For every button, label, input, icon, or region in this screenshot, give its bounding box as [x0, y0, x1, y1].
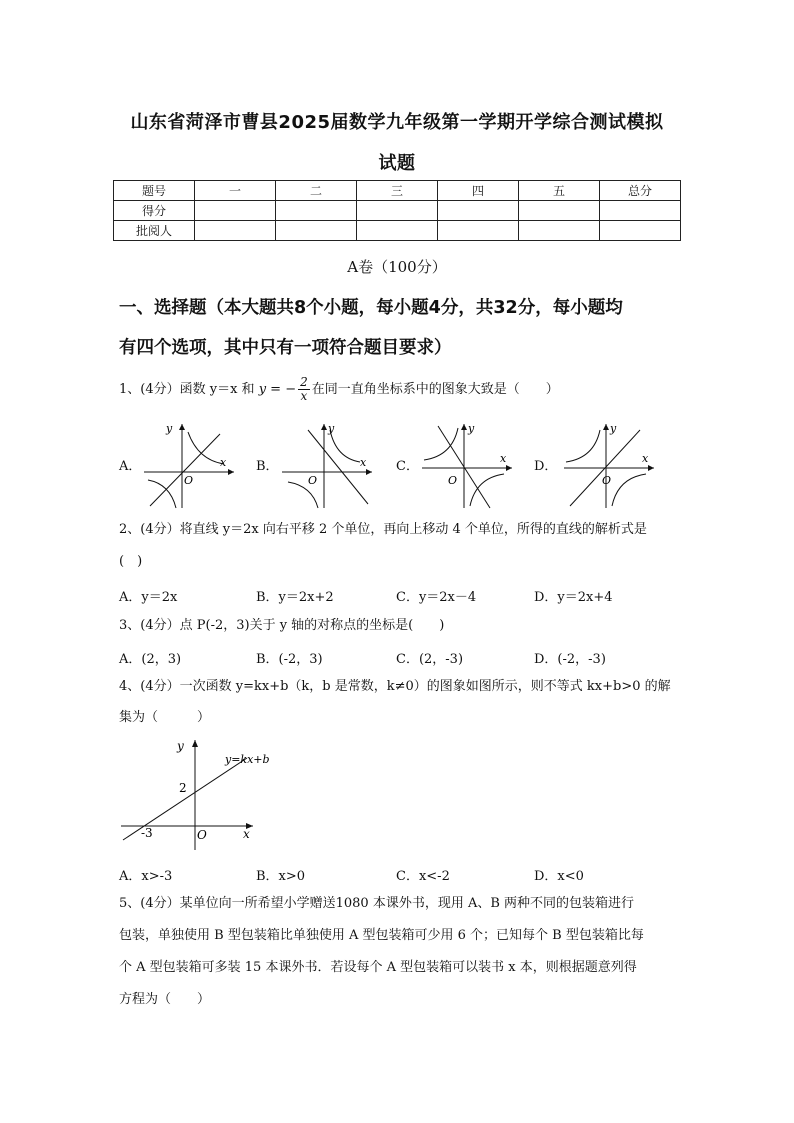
score-cell: [519, 201, 600, 221]
question-5-cont-1: 包装，单独使用 B 型包装箱比单独使用 A 型包装箱可少用 6 个；已知每个 B 型包装箱比每: [119, 928, 644, 943]
header-cell: 五: [519, 181, 600, 201]
header-cell: 四: [438, 181, 519, 201]
axis-y-label: y: [468, 422, 475, 435]
question-5-cont-2: 个 A 型包装箱可多装 15 本课外书．若设每个 A 型包装箱可以装书 x 本，则根据题意列得: [119, 960, 637, 975]
score-cell: [357, 221, 438, 241]
q4-option-a[interactable]: A．x>-3: [119, 869, 173, 884]
section-a-heading: A卷（100分）: [347, 258, 447, 276]
row-label: 得分: [114, 201, 195, 221]
q4-option-d[interactable]: D．x<0: [534, 869, 584, 884]
q3-option-d[interactable]: D．(-2，-3): [534, 652, 606, 667]
header-cell: 一: [195, 181, 276, 201]
origin-label: O: [184, 474, 194, 487]
row-label: 批阅人: [114, 221, 195, 241]
q1-option-a[interactable]: A．: [119, 459, 142, 474]
header-cell: 总分: [600, 181, 681, 201]
axis-x-label: x: [243, 827, 250, 841]
q2-option-a[interactable]: A．y＝2x: [119, 590, 178, 605]
score-cell: [357, 201, 438, 221]
q1-graph-b: [278, 420, 374, 510]
score-table: [113, 180, 681, 241]
exam-title: 山东省菏泽市曹县2025届数学九年级第一学期开学综合测试模拟: [130, 112, 664, 133]
header-cell: 题号: [114, 181, 195, 201]
question-4-cont: 集为（ ）: [119, 710, 211, 725]
header-cell: 二: [276, 181, 357, 201]
q3-option-a[interactable]: A．(2，3): [119, 652, 182, 667]
header-cell: 三: [357, 181, 438, 201]
question-5: 5、(4分）某单位向一所希望小学赠送1080 本课外书，现用 A、B 两种不同的包装箱进行: [119, 896, 635, 911]
q4-option-b[interactable]: B．x>0: [256, 869, 306, 884]
question-2: 2、(4分）将直线 y＝2x 向右平移 2 个单位，再向上移动 4 个单位，所得的直线的解析式是: [119, 522, 647, 537]
q1-graph-d: [560, 420, 656, 510]
score-row: [114, 201, 681, 221]
q3-option-b[interactable]: B．(-2，3): [256, 652, 323, 667]
section-1-title: 一、选择题（本大题共8个小题，每小题4分，共32分，每小题均: [119, 298, 623, 318]
axis-x-label: x: [360, 456, 367, 469]
q3-option-c[interactable]: C．(2，-3): [396, 652, 464, 667]
q1-prefix: 1、(4分）函数 y＝x 和: [119, 382, 259, 397]
axis-y-label: y: [610, 422, 617, 435]
question-1: [119, 374, 689, 405]
origin-label: O: [602, 474, 612, 487]
score-cell: [195, 221, 276, 241]
score-cell: [519, 221, 600, 241]
q4-option-c[interactable]: C．x<-2: [396, 869, 450, 884]
q1-fraction: [298, 376, 310, 403]
q1-option-d[interactable]: D．: [534, 459, 558, 474]
score-cell: [600, 201, 681, 221]
score-table-header-row: [114, 181, 681, 201]
score-cell: [438, 201, 519, 221]
q1-graph-a: [140, 420, 236, 510]
q4-graph: [115, 736, 275, 852]
exam-title-cont: 试题: [378, 153, 416, 174]
x-intercept-label: -3: [141, 826, 153, 840]
origin-label: O: [197, 828, 207, 842]
axis-x-label: x: [220, 456, 227, 469]
y-intercept-label: 2: [179, 781, 187, 795]
q1-option-b[interactable]: B．: [256, 459, 279, 474]
axis-x-label: x: [500, 452, 507, 465]
q1-option-c[interactable]: C．: [396, 459, 419, 474]
frac-denominator: x: [300, 389, 308, 403]
section-1-title-cont: 有四个选项，其中只有一项符合题目要求）: [119, 338, 452, 358]
question-5-cont-3: 方程为（ ）: [119, 992, 211, 1007]
score-cell: [276, 201, 357, 221]
q1-graph-c: [418, 420, 514, 510]
question-3: 3、(4分）点 P(-2，3)关于 y 轴的对称点的坐标是( ): [119, 618, 445, 633]
q1-func-lhs: y = −: [258, 382, 297, 397]
q2-option-c[interactable]: C．y＝2x－4: [396, 590, 477, 605]
score-cell: [600, 221, 681, 241]
origin-label: O: [448, 474, 458, 487]
reviewer-row: [114, 221, 681, 241]
question-2-cont: ( ): [119, 554, 143, 569]
q1-suffix: 在同一直角坐标系中的图象大致是（ ）: [311, 382, 559, 397]
score-cell: [276, 221, 357, 241]
axis-x-label: x: [642, 452, 649, 465]
score-cell: [195, 201, 276, 221]
axis-y-label: y: [177, 739, 184, 753]
origin-label: O: [308, 474, 318, 487]
axis-y-label: y: [166, 422, 173, 435]
line-label: y=kx+b: [225, 753, 270, 766]
q2-option-d[interactable]: D．y＝2x+4: [534, 590, 613, 605]
frac-numerator: 2: [300, 375, 308, 389]
score-cell: [438, 221, 519, 241]
q2-option-b[interactable]: B．y＝2x+2: [256, 590, 334, 605]
question-4: 4、(4分）一次函数 y=kx+b（k，b 是常数，k≠0）的图象如图所示，则不等式 kx+b>0 的解: [119, 679, 671, 694]
axis-y-label: y: [328, 422, 335, 435]
